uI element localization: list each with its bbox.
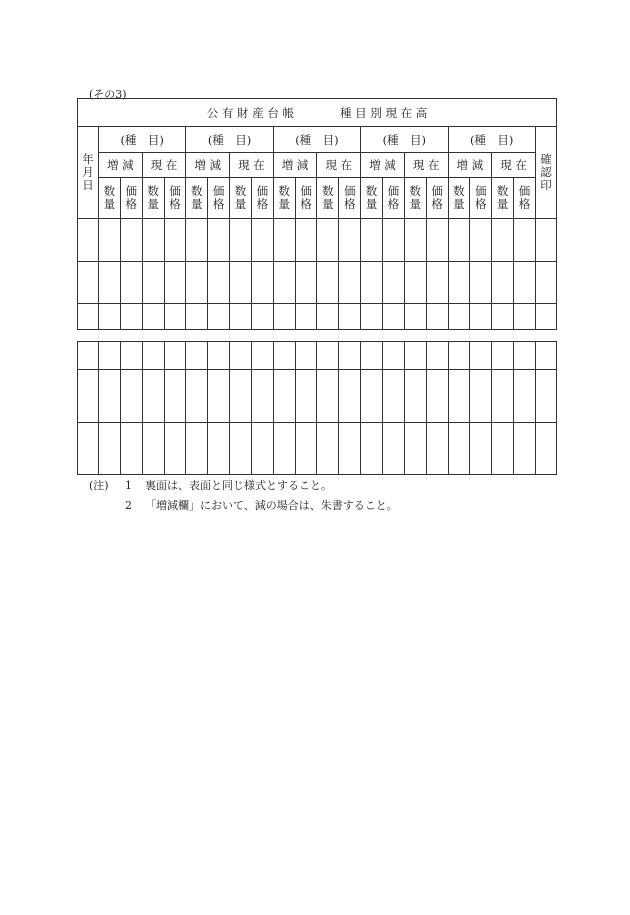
blank-cell	[251, 342, 273, 370]
blank-cell	[339, 423, 361, 475]
blank-cell	[514, 262, 536, 304]
blank-cell	[426, 423, 448, 475]
blank-cell	[230, 219, 252, 262]
blank-cell	[535, 342, 556, 370]
blank-cell	[273, 342, 295, 370]
blank-cell	[164, 370, 186, 423]
blank-cell	[273, 304, 295, 330]
blank-cell	[382, 219, 404, 262]
blank-cell	[164, 342, 186, 370]
blank-cell	[142, 304, 164, 330]
blank-cell	[492, 219, 514, 262]
kind-header: (種 目)	[448, 127, 535, 153]
blank-cell	[426, 219, 448, 262]
blank-cell	[339, 304, 361, 330]
blank-cell	[535, 304, 556, 330]
blank-cell	[382, 304, 404, 330]
blank-cell	[295, 370, 317, 423]
blank-cell	[339, 342, 361, 370]
blank-cell	[99, 262, 121, 304]
blank-cell	[99, 370, 121, 423]
quantity-header: 数量	[230, 178, 252, 219]
blank-cell	[273, 423, 295, 475]
blank-cell	[361, 423, 383, 475]
blank-cell	[339, 219, 361, 262]
blank-cell	[164, 304, 186, 330]
blank-cell	[492, 304, 514, 330]
blank-cell	[186, 342, 208, 370]
blank-cell	[78, 219, 99, 262]
blank-cell	[208, 219, 230, 262]
notes	[89, 476, 398, 516]
blank-cell	[448, 219, 470, 262]
blank-cell	[295, 342, 317, 370]
blank-cell	[470, 262, 492, 304]
blank-cell	[404, 370, 426, 423]
blank-cell	[208, 342, 230, 370]
blank-cell	[470, 370, 492, 423]
blank-cell	[251, 370, 273, 423]
blank-cell	[251, 304, 273, 330]
blank-cell	[99, 219, 121, 262]
table-row	[78, 262, 557, 304]
blank-cell	[492, 262, 514, 304]
blank-cell	[514, 370, 536, 423]
blank-cell	[120, 370, 142, 423]
blank-cell	[448, 342, 470, 370]
blank-cell	[273, 262, 295, 304]
table-row	[78, 304, 557, 330]
blank-cell	[404, 423, 426, 475]
price-header: 価格	[208, 178, 230, 219]
page-caption: (その3)	[89, 88, 127, 101]
blank-cell	[230, 262, 252, 304]
price-header: 価格	[164, 178, 186, 219]
quantity-header: 数量	[317, 178, 339, 219]
change-header: 増 減	[99, 153, 143, 178]
blank-cell	[339, 262, 361, 304]
blank-cell	[164, 423, 186, 475]
blank-cell	[230, 342, 252, 370]
table-row	[78, 370, 557, 423]
blank-cell	[120, 304, 142, 330]
blank-cell	[535, 423, 556, 475]
blank-cell	[164, 262, 186, 304]
blank-cell	[186, 262, 208, 304]
kind-header: (種 目)	[273, 127, 360, 153]
table-row	[78, 423, 557, 475]
blank-cell	[230, 370, 252, 423]
note-item: 2 「増減欄」において、減の場合は、朱書すること。	[125, 499, 398, 512]
kind-header: (種 目)	[186, 127, 273, 153]
title-row	[78, 99, 557, 127]
form-title: 公 有 財 産 台 帳 種 目 別 現 在 高	[78, 99, 557, 127]
blank-cell	[361, 342, 383, 370]
blank-cell	[186, 423, 208, 475]
price-header: 価格	[251, 178, 273, 219]
blank-cell	[361, 370, 383, 423]
blank-cell	[317, 342, 339, 370]
blank-cell	[382, 262, 404, 304]
kind-header-row	[78, 127, 557, 153]
quantity-header: 数量	[142, 178, 164, 219]
blank-cell	[535, 370, 556, 423]
blank-cell	[492, 370, 514, 423]
blank-cell	[535, 219, 556, 262]
blank-cell	[186, 304, 208, 330]
blank-cell	[514, 342, 536, 370]
blank-cell	[317, 262, 339, 304]
blank-cell	[120, 423, 142, 475]
blank-cell	[361, 262, 383, 304]
blank-cell	[142, 370, 164, 423]
blank-cell	[426, 304, 448, 330]
blank-cell	[448, 262, 470, 304]
blank-cell	[404, 219, 426, 262]
quantity-header: 数量	[186, 178, 208, 219]
blank-cell	[317, 423, 339, 475]
blank-cell	[404, 304, 426, 330]
blank-cell	[514, 219, 536, 262]
blank-cell	[295, 304, 317, 330]
change-header: 増 減	[273, 153, 317, 178]
change-current-header-row	[78, 153, 557, 178]
price-header: 価格	[514, 178, 536, 219]
price-header: 価格	[339, 178, 361, 219]
blank-cell	[295, 423, 317, 475]
blank-cell	[317, 219, 339, 262]
blank-cell	[470, 423, 492, 475]
blank-cell	[186, 219, 208, 262]
price-header: 価格	[470, 178, 492, 219]
blank-cell	[251, 423, 273, 475]
blank-cell	[448, 304, 470, 330]
blank-cell	[120, 219, 142, 262]
blank-cell	[230, 304, 252, 330]
notes-label: (注)	[89, 479, 109, 492]
blank-cell	[120, 262, 142, 304]
quantity-header: 数量	[99, 178, 121, 219]
blank-cell	[382, 342, 404, 370]
blank-cell	[382, 423, 404, 475]
blank-cell	[142, 262, 164, 304]
blank-cell	[78, 304, 99, 330]
blank-cell	[535, 262, 556, 304]
blank-cell	[470, 342, 492, 370]
price-header: 価格	[426, 178, 448, 219]
current-header: 現 在	[317, 153, 361, 178]
blank-cell	[142, 423, 164, 475]
blank-cell	[78, 423, 99, 475]
kind-header: (種 目)	[99, 127, 186, 153]
table-row	[78, 342, 557, 370]
quantity-header: 数量	[492, 178, 514, 219]
kind-header: (種 目)	[361, 127, 448, 153]
quantity-header: 数量	[448, 178, 470, 219]
current-header: 現 在	[142, 153, 186, 178]
note-item: (注) 1 裏面は、表面と同じ様式とすること。	[89, 476, 398, 496]
blank-cell	[208, 262, 230, 304]
blank-cell	[470, 219, 492, 262]
date-header: 年月日	[78, 127, 99, 219]
blank-cell	[361, 219, 383, 262]
blank-cell	[251, 262, 273, 304]
blank-cell	[251, 219, 273, 262]
blank-cell	[492, 423, 514, 475]
current-header: 現 在	[404, 153, 448, 178]
blank-cell	[99, 304, 121, 330]
blank-cell	[99, 423, 121, 475]
blank-cell	[426, 262, 448, 304]
blank-cell	[470, 304, 492, 330]
change-header: 増 減	[361, 153, 405, 178]
price-header: 価格	[295, 178, 317, 219]
blank-cell	[448, 370, 470, 423]
blank-cell	[317, 304, 339, 330]
blank-cell	[514, 423, 536, 475]
blank-cell	[273, 219, 295, 262]
blank-cell	[404, 342, 426, 370]
blank-cell	[142, 342, 164, 370]
blank-cell	[78, 370, 99, 423]
blank-cell	[382, 370, 404, 423]
blank-cell	[208, 370, 230, 423]
blank-cell	[317, 370, 339, 423]
blank-cell	[99, 342, 121, 370]
blank-cell	[208, 304, 230, 330]
confirm-header: 確認印	[535, 127, 556, 219]
current-header: 現 在	[230, 153, 274, 178]
quantity-header: 数量	[273, 178, 295, 219]
quantity-header: 数量	[361, 178, 383, 219]
blank-cell	[426, 370, 448, 423]
blank-cell	[164, 219, 186, 262]
blank-cell	[361, 304, 383, 330]
blank-cell	[448, 423, 470, 475]
price-header: 価格	[382, 178, 404, 219]
current-header: 現 在	[492, 153, 536, 178]
blank-cell	[120, 342, 142, 370]
change-header: 増 減	[448, 153, 492, 178]
price-header: 価格	[120, 178, 142, 219]
blank-cell	[78, 342, 99, 370]
blank-cell	[339, 370, 361, 423]
blank-cell	[426, 342, 448, 370]
change-header: 増 減	[186, 153, 230, 178]
blank-cell	[295, 219, 317, 262]
blank-cell	[208, 423, 230, 475]
quantity-header: 数量	[404, 178, 426, 219]
ledger-table-lower	[77, 341, 557, 475]
blank-cell	[514, 304, 536, 330]
blank-cell	[230, 423, 252, 475]
ledger-table-upper	[77, 98, 557, 330]
blank-cell	[78, 262, 99, 304]
blank-cell	[295, 262, 317, 304]
blank-cell	[142, 219, 164, 262]
blank-cell	[404, 262, 426, 304]
blank-cell	[186, 370, 208, 423]
blank-cell	[273, 370, 295, 423]
blank-cell	[492, 342, 514, 370]
table-row	[78, 219, 557, 262]
unit-header-row	[78, 178, 557, 219]
